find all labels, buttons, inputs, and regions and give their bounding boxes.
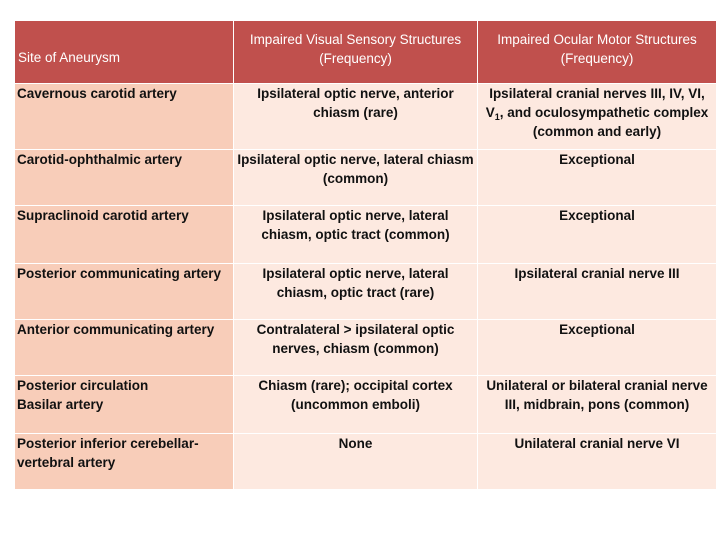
site-cell: Anterior communicating artery: [15, 320, 234, 376]
motor-cell: Unilateral or bilateral cranial nerve III, midbrain, pons (common): [478, 376, 717, 434]
motor-cell: Ipsilateral cranial nerve III: [478, 264, 717, 320]
motor-text: Ipsilateral cranial nerves III, IV, VI, V: [485, 86, 705, 120]
table-row: [15, 264, 717, 320]
site-line-2: Basilar artery: [17, 397, 104, 412]
site-cell: Supraclinoid carotid artery: [15, 206, 234, 264]
header-motor: Impaired Ocular Motor Structures (Frequency): [478, 21, 717, 84]
site-line-1: Posterior circulation: [17, 378, 149, 393]
motor-subscript: 1: [494, 112, 500, 122]
table-row: [15, 206, 717, 264]
visual-cell: Contralateral > ipsilateral optic nerves, chiasm (common): [234, 320, 478, 376]
motor-cell: Exceptional: [478, 150, 717, 206]
motor-cell: Exceptional: [478, 206, 717, 264]
site-cell: Posterior communicating artery: [15, 264, 234, 320]
visual-cell: Ipsilateral optic nerve, lateral chiasm, optic tract (rare): [234, 264, 478, 320]
motor-cell: Unilateral cranial nerve VI: [478, 434, 717, 490]
visual-cell: Chiasm (rare); occipital cortex (uncommon emboli): [234, 376, 478, 434]
visual-cell: Ipsilateral optic nerve, anterior chiasm (rare): [234, 84, 478, 150]
site-cell: [15, 376, 234, 434]
table-row: [15, 434, 717, 490]
site-cell: Posterior inferior cerebellar-vertebral artery: [15, 434, 234, 490]
site-cell: Carotid-ophthalmic artery: [15, 150, 234, 206]
table-row: [15, 150, 717, 206]
visual-cell: None: [234, 434, 478, 490]
aneurysm-table: [14, 20, 717, 490]
table-row: [15, 376, 717, 434]
motor-text-suffix: , and oculosympathetic complex (common and early): [499, 105, 709, 139]
motor-cell: [478, 84, 717, 150]
header-row: [15, 21, 717, 84]
table-row: [15, 320, 717, 376]
table-row: [15, 84, 717, 150]
site-cell: Cavernous carotid artery: [15, 84, 234, 150]
motor-cell: Exceptional: [478, 320, 717, 376]
visual-cell: Ipsilateral optic nerve, lateral chiasm, optic tract (common): [234, 206, 478, 264]
aneurysm-table-container: [14, 20, 717, 490]
header-site: Site of Aneurysm: [15, 21, 234, 84]
visual-cell: Ipsilateral optic nerve, lateral chiasm (common): [234, 150, 478, 206]
header-visual: Impaired Visual Sensory Structures (Frequency): [234, 21, 478, 84]
